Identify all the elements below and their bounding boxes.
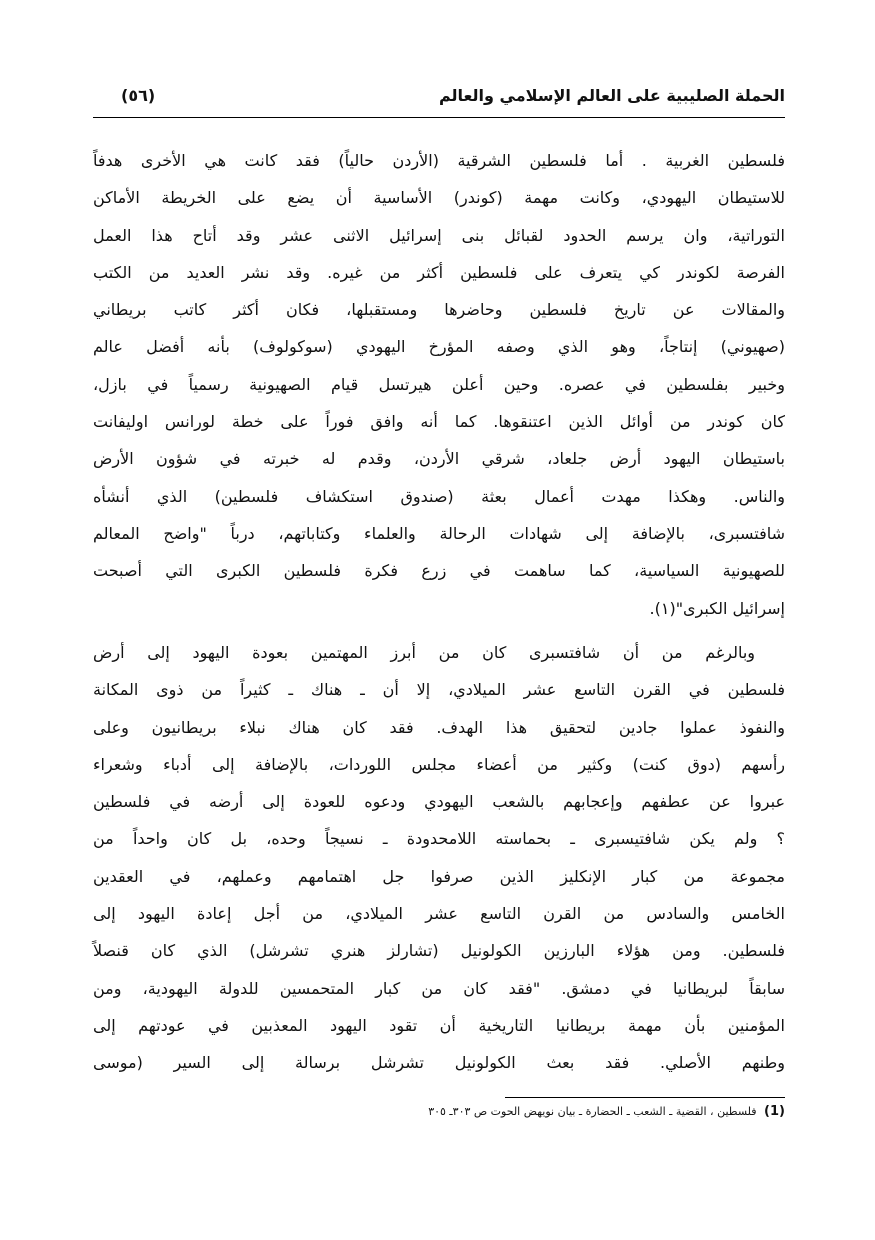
text-line: كان كوندر من أوائل الذين اعتنقوها. كما أنه وافق فوراً على خطة لورانس اوليفانت [93, 412, 785, 432]
text-line: الفرصة لكوندر كي يتعرف على فلسطين أكثر من غيره. وقد نشر العديد من الكتب [93, 262, 785, 282]
text-line: مجموعة من كبار الإنكليز الذين صرفوا جل اهتمامهم وعملهم، في العقدين [93, 866, 785, 886]
text-line: وخبير بفلسطين في عصره. وحين أعلن هيرتسل قيام الصهيونية رسمياً في بازل، [93, 374, 785, 394]
text-line: إسرائيل الكبرى"(١). [649, 598, 785, 618]
text-line: للصهيونية السياسية، كما ساهمت في زرع فكرة فلسطين الكبرى التي أصبحت [93, 561, 785, 581]
text-line: عبروا عن عطفهم وإعجابهم بالشعب اليهودي ودعوه للعودة إلى أرضه في فلسطين [93, 792, 785, 812]
text-line: والنفوذ عملوا جادين لتحقيق هذا الهدف. فقد كان هناك نبلاء بريطانيون وعلى [93, 717, 785, 737]
text-line: وطنهم الأصلي. فقد بعث الكولونيل تشرشل برسالة إلى السير (موسى [93, 1053, 785, 1073]
footnote [428, 1102, 785, 1122]
text-line: الخامس والسادس من القرن التاسع عشر الميلادي، من أجل إعادة اليهود إلى [93, 904, 785, 924]
text-line: باستيطان اليهود أرض جلعاد، شرقي الأردن، وقدم له خبرته في شؤون الأرض [93, 449, 785, 469]
footnote-divider [505, 1097, 785, 1098]
text-line: والمقالات عن تاريخ فلسطين وحاضرها ومستقبلها، فكان أكثر كاتب بريطاني [93, 300, 785, 320]
running-title: الحملة الصليبية على العالم الإسلامي والعالم [438, 86, 785, 105]
footnote-marker: (1) [764, 1104, 785, 1119]
text-line: فلسطين الغربية . أما فلسطين الشرقية (الأردن حالياً) فقد كانت هي الأخرى هدفاً [93, 151, 785, 170]
text-line: رأسهم (دوق كنت) وكثير من أعضاء مجلس اللوردات، بالإضافة إلى أدباء وشعراء [93, 754, 785, 774]
text-line: وبالرغم من أن شافتسبرى كان من أبرز المهتمين بعودة اليهود إلى أرض [93, 643, 755, 662]
text-line: سابقاً لبريطانيا في دمشق. "فقد كان من كبار المتحمسين للدولة اليهودية، ومن [93, 978, 785, 998]
text-line: فلسطين. ومن هؤلاء البارزين الكولونيل (تشارلز هنري تشرشل) الذي كان قنصلاً [93, 941, 785, 961]
page-header [93, 86, 785, 114]
header-divider [93, 117, 785, 118]
paragraph-1 [93, 142, 785, 627]
footnote-text: فلسطين ، القضية ـ الشعب ـ الحضارة ـ بيان نويهض الحوت ص ٣٠٣ـ ٣٠٥ [428, 1105, 757, 1118]
text-line: شافتسبرى، بالإضافة إلى شهادات الرحالة والعلماء وكتاباتهم، درباً "واضح المعالم [93, 523, 785, 543]
text-line: والناس. وهكذا مهدت أعمال بعثة (صندوق استكشاف فلسطين) الذي أنشأه [93, 486, 785, 506]
paragraph-2 [93, 634, 785, 1082]
text-line: ؟ ولم يكن شافتيسبرى ـ بحماسته اللامحدودة ـ نسيجاً وحده، بل كان واحداً من [93, 829, 785, 849]
text-line: للاستيطان اليهودي، وكانت مهمة (كوندر) الأساسية أن يضع على الخريطة الأماكن [93, 188, 785, 208]
text-line: المؤمنين بأن مهمة بريطانيا التاريخية أن تقود اليهود المعذبين في عودتهم إلى [93, 1015, 785, 1035]
page-number: (٥٦) [121, 86, 156, 105]
text-line: فلسطين في القرن التاسع عشر الميلادي، إلا أن ـ هناك ـ كثيراً من ذوى المكانة [93, 680, 785, 700]
text-line: (صهيوني) إنتاجاً، وهو الذي وصفه المؤرخ اليهودي (سوكولوف) بأنه أفضل عالم [93, 337, 785, 357]
text-line: التوراتية، وان يرسم الحدود لقبائل بنى إسرائيل الاثنى عشر وقد أتاح هذا العمل [93, 225, 785, 245]
